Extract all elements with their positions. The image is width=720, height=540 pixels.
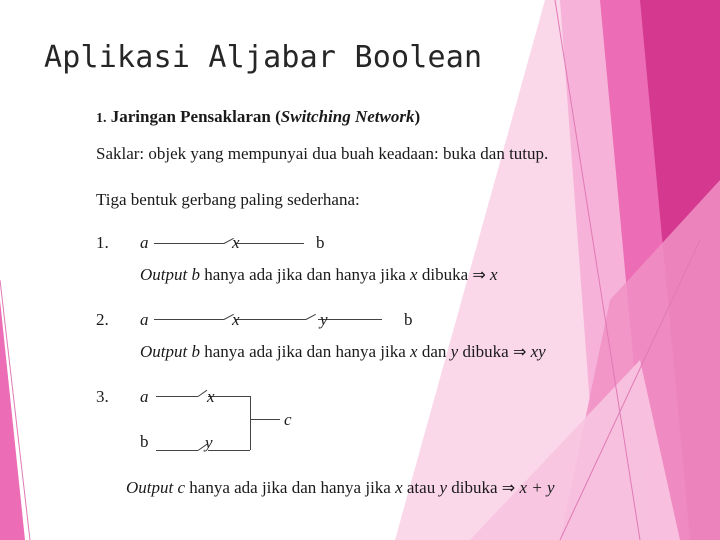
gate-1-output bbox=[140, 265, 498, 285]
gate-2-output bbox=[140, 342, 546, 362]
gate-2-output-subject: Output b bbox=[140, 342, 200, 361]
gate-3-output-mid: atau bbox=[402, 478, 440, 497]
gate-3-wire-bottom-right bbox=[208, 450, 250, 451]
gate-2-output-var1: x bbox=[410, 342, 418, 361]
gate-3-output-var2: y bbox=[439, 478, 448, 497]
gate-3-output bbox=[126, 478, 555, 498]
gate-1-output-var: x bbox=[410, 265, 418, 284]
gate-3-label-x: x bbox=[207, 387, 215, 406]
gate-1-label-b: b bbox=[316, 233, 325, 252]
gate-2-output-text2: dibuka bbox=[458, 342, 513, 361]
intro-text: Tiga bentuk gerbang paling sederhana: bbox=[96, 190, 360, 209]
gate-2-wire-mid bbox=[236, 319, 306, 320]
gate-1-output-subject: Output b bbox=[140, 265, 200, 284]
gate-2-label-b: b bbox=[404, 310, 413, 329]
gate-1-number: 1. bbox=[96, 233, 109, 252]
heading-italic: Switching Network bbox=[280, 107, 415, 126]
gate-3-implies: ⇒ bbox=[501, 478, 516, 497]
gate-1-label-x: x bbox=[232, 233, 240, 252]
gate-3-wire-output bbox=[250, 419, 280, 420]
gate-3-output-text2: dibuka bbox=[447, 478, 502, 497]
section-heading bbox=[96, 107, 420, 127]
gate-1-implies: ⇒ bbox=[472, 265, 486, 284]
gate-3-output-text: hanya ada jika dan hanya jika bbox=[185, 478, 396, 497]
heading-close: ) bbox=[414, 107, 421, 126]
gate-3-label-b: b bbox=[140, 432, 149, 451]
heading-text: Jaringan Pensaklaran ( bbox=[110, 107, 281, 126]
gate-3-label-a: a bbox=[140, 387, 149, 406]
gate-3-label-c: c bbox=[284, 410, 292, 429]
definition-text: Saklar: objek yang mempunyai dua buah keadaan: buka dan tutup. bbox=[96, 144, 549, 163]
gate-3-wire-vertical bbox=[250, 396, 251, 450]
gate-2-implies: ⇒ bbox=[512, 342, 527, 361]
gate-2-output-mid: dan bbox=[417, 342, 451, 361]
gate-1-output-text: hanya ada jika dan hanya jika bbox=[199, 265, 411, 284]
heading-number: 1. bbox=[96, 111, 107, 126]
gate-1-wire-left bbox=[154, 243, 224, 244]
gate-3-result: x + y bbox=[519, 478, 555, 497]
gate-2-result: xy bbox=[530, 342, 546, 361]
gate-2-label-y: y bbox=[320, 310, 328, 329]
gate-3-output-subject: Output c bbox=[126, 478, 186, 497]
gate-2-number: 2. bbox=[96, 310, 109, 329]
gate-1-wire-right bbox=[236, 243, 304, 244]
gate-2-output-var2: y bbox=[450, 342, 459, 361]
gate-3-label-y: y bbox=[205, 433, 213, 452]
gate-2-switch-y bbox=[306, 314, 316, 320]
gate-1-result: x bbox=[490, 265, 498, 284]
gate-3-wire-bottom-left bbox=[156, 450, 198, 451]
gate-3-switch-x bbox=[198, 390, 208, 397]
gate-1-label-a: a bbox=[140, 233, 149, 252]
gate-2-wire-left bbox=[154, 319, 224, 320]
gate-3-wire-top-left bbox=[156, 396, 198, 397]
gate-3-number: 3. bbox=[96, 387, 109, 406]
gate-2-label-x: x bbox=[232, 310, 240, 329]
gate-3-output-var1: x bbox=[395, 478, 403, 497]
gate-2-output-text: hanya ada jika dan hanya jika bbox=[199, 342, 411, 361]
gate-1-output-text2: dibuka bbox=[417, 265, 473, 284]
slide-title: Aplikasi Aljabar Boolean bbox=[44, 40, 483, 75]
gate-2-label-a: a bbox=[140, 310, 149, 329]
